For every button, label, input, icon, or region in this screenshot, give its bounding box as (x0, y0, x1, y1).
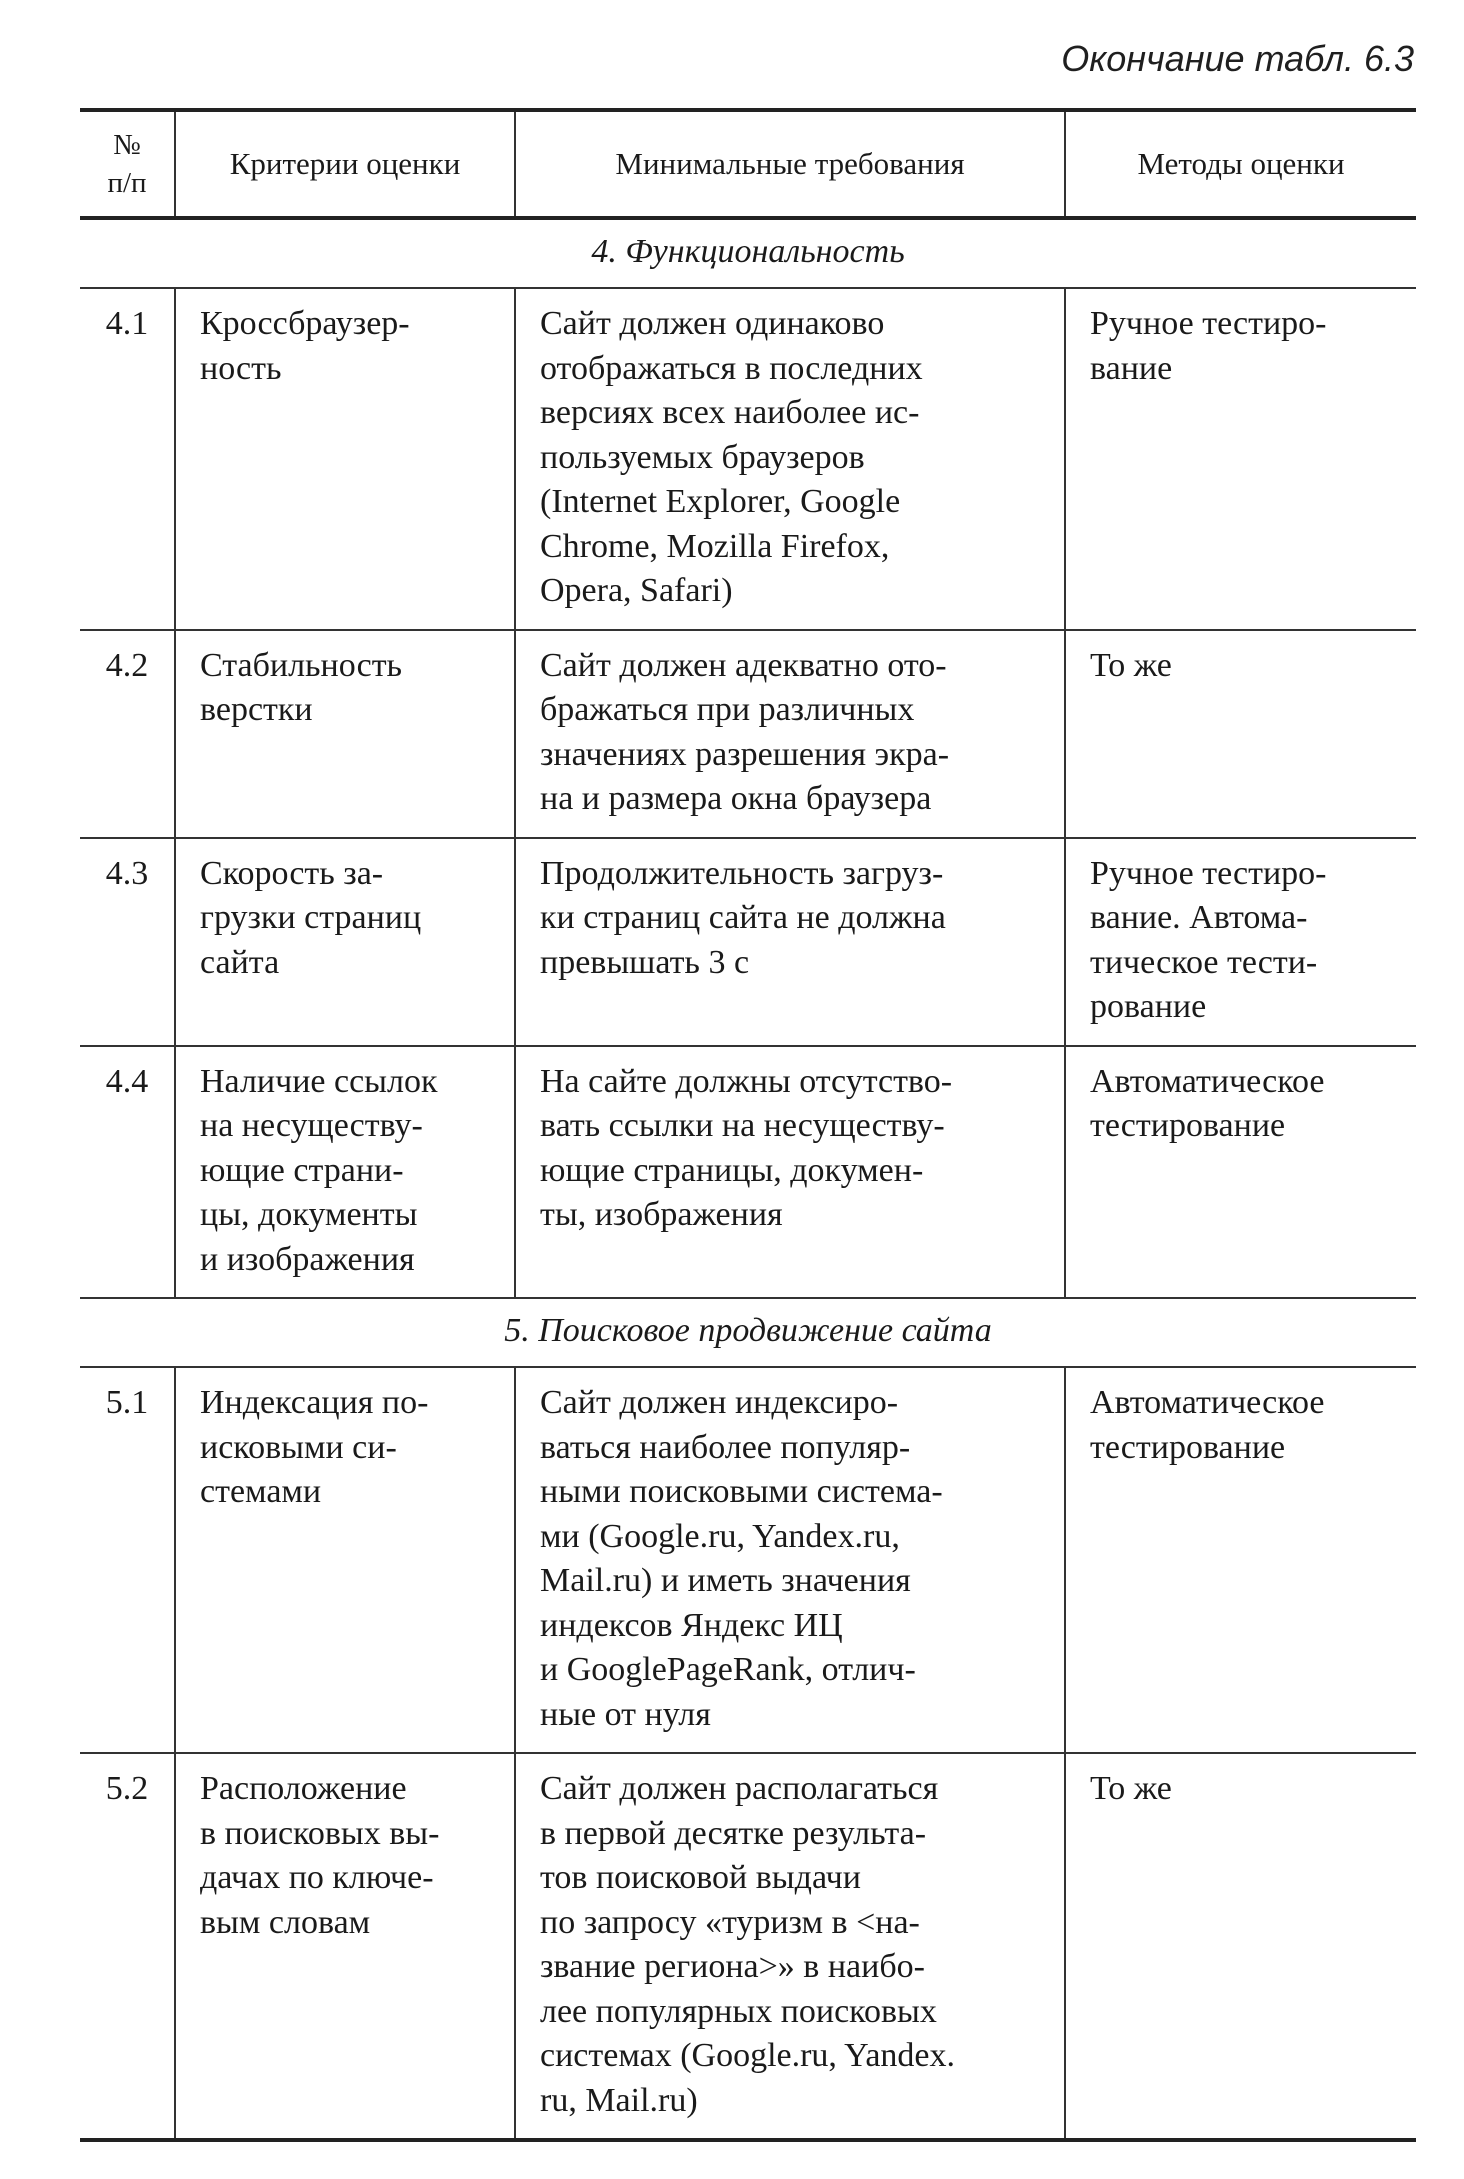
table-row (80, 838, 1416, 1046)
requirements-line: версиях всех наиболее ис- (540, 394, 920, 431)
header-requirements: Минимальные требования (515, 110, 1065, 218)
requirements-line: звание региона>» в наибо- (540, 1948, 925, 1985)
methods-cell (1065, 1367, 1416, 1753)
methods-line: Автоматическое (1090, 1384, 1325, 1421)
requirements-line: в первой десятке результа- (540, 1814, 927, 1852)
methods-line: То же (1090, 646, 1172, 684)
requirements-line: бражаться при различных (540, 691, 915, 728)
table-row (80, 1046, 1416, 1299)
header-number (80, 110, 175, 218)
table-row (80, 630, 1416, 838)
section-row (80, 1298, 1416, 1367)
header-criteria: Критерии оценки (175, 110, 515, 218)
header-number-line2: п/п (107, 167, 147, 199)
criteria-line: стемами (200, 1473, 322, 1510)
methods-line: Автоматическое (1090, 1062, 1325, 1100)
criteria-line: верстки (200, 691, 313, 728)
criteria-line: Кроссбраузер- (200, 305, 410, 342)
methods-line: тестирование (1090, 1107, 1286, 1144)
criteria-line: на несуществу- (200, 1107, 423, 1144)
methods-line: рование (1090, 988, 1207, 1025)
methods-line: Ручное тестиро- (1090, 305, 1327, 342)
criteria-line: цы, документы (200, 1196, 418, 1233)
section-title: 5. Поисковое продвижение сайта (80, 1298, 1416, 1367)
requirements-cell (515, 1046, 1065, 1299)
criteria-line: Наличие ссылок (200, 1062, 438, 1100)
table-body (80, 218, 1416, 2140)
table-row (80, 1753, 1416, 2140)
requirements-line: индексов Яндекс ИЦ (540, 1606, 843, 1644)
criteria-table (80, 108, 1416, 2142)
requirements-line: Продолжительность загруз- (540, 854, 944, 892)
table-row (80, 288, 1416, 630)
requirements-line: значениях разрешения экра- (540, 735, 950, 773)
requirements-line: ты, изображения (540, 1196, 783, 1233)
methods-line: То же (1090, 1770, 1172, 1807)
criteria-line: Расположение (200, 1770, 407, 1807)
requirements-line: Сайт должен одинаково (540, 305, 885, 342)
requirements-cell (515, 1753, 1065, 2140)
criteria-line: ющие страни- (200, 1151, 404, 1189)
requirements-line: системах (Google.ru, Yandex. (540, 2037, 956, 2074)
requirements-line: (Internet Explorer, Google (540, 483, 901, 520)
row-number: 5.2 (80, 1753, 175, 2140)
criteria-line: и изображения (200, 1240, 415, 1278)
criteria-line: в поисковых вы- (200, 1814, 440, 1852)
methods-cell (1065, 288, 1416, 630)
requirements-cell (515, 838, 1065, 1046)
criteria-line: вым словам (200, 1903, 371, 1941)
requirements-line: Сайт должен адекватно ото- (540, 646, 947, 684)
requirements-line: лее популярных поисковых (540, 1992, 937, 2030)
requirements-line: Сайт должен индексиро- (540, 1384, 899, 1421)
requirements-line: ными поисковыми система- (540, 1473, 943, 1510)
methods-cell (1065, 1753, 1416, 2140)
requirements-line: Сайт должен располагаться (540, 1770, 939, 1807)
criteria-line: Индексация по- (200, 1384, 429, 1421)
requirements-line: по запросу «туризм в <на- (540, 1903, 920, 1941)
requirements-line: ные от нуля (540, 1695, 711, 1733)
requirements-line: отображаться в последних (540, 349, 923, 387)
requirements-line: ющие страницы, докумен- (540, 1151, 924, 1189)
row-number: 4.4 (80, 1046, 175, 1299)
requirements-line: На сайте должны отсутство- (540, 1062, 953, 1100)
criteria-cell (175, 1046, 515, 1299)
requirements-line: Opera, Safari) (540, 572, 733, 609)
requirements-line: и GooglePageRank, отлич- (540, 1651, 916, 1688)
requirements-line: ки страниц сайта не должна (540, 899, 946, 936)
criteria-cell (175, 1753, 515, 2140)
requirements-cell (515, 1367, 1065, 1753)
criteria-line: ность (200, 349, 282, 387)
criteria-line: грузки страниц (200, 899, 422, 936)
requirements-line: превышать 3 с (540, 943, 750, 981)
requirements-line: ваться наиболее популяр- (540, 1428, 911, 1466)
requirements-cell (515, 630, 1065, 838)
row-number: 5.1 (80, 1367, 175, 1753)
criteria-line: сайта (200, 943, 280, 981)
row-number: 4.3 (80, 838, 175, 1046)
section-row (80, 218, 1416, 288)
row-number: 4.1 (80, 288, 175, 630)
header-number-line1: № (113, 129, 141, 161)
criteria-cell (175, 838, 515, 1046)
row-number: 4.2 (80, 630, 175, 838)
requirements-line: на и размера окна браузера (540, 780, 932, 817)
criteria-line: Скорость за- (200, 854, 384, 892)
methods-line: Ручное тестиро- (1090, 854, 1327, 892)
requirements-line: Mail.ru) и иметь значения (540, 1562, 911, 1599)
methods-cell (1065, 838, 1416, 1046)
methods-line: вание. Автома- (1090, 899, 1308, 936)
requirements-line: вать ссылки на несуществу- (540, 1107, 945, 1144)
header-methods: Методы оценки (1065, 110, 1416, 218)
methods-line: тестирование (1090, 1428, 1286, 1466)
requirements-line: Chrome, Mozilla Firefox, (540, 527, 890, 565)
requirements-line: тов поисковой выдачи (540, 1859, 861, 1896)
section-title: 4. Функциональность (80, 218, 1416, 288)
table-header-row (80, 110, 1416, 218)
criteria-line: исковыми си- (200, 1428, 397, 1466)
criteria-line: дачах по ключе- (200, 1859, 434, 1896)
requirements-cell (515, 288, 1065, 630)
methods-line: тическое тести- (1090, 943, 1318, 981)
methods-line: вание (1090, 349, 1173, 387)
requirements-line: ми (Google.ru, Yandex.ru, (540, 1517, 900, 1555)
criteria-cell (175, 1367, 515, 1753)
table-caption: Окончание табл. 6.3 (1061, 38, 1414, 79)
table-row (80, 1367, 1416, 1753)
requirements-line: ru, Mail.ru) (540, 2081, 698, 2119)
requirements-line: пользуемых браузеров (540, 438, 865, 476)
methods-cell (1065, 630, 1416, 838)
criteria-line: Стабильность (200, 646, 403, 684)
methods-cell (1065, 1046, 1416, 1299)
criteria-cell (175, 288, 515, 630)
criteria-cell (175, 630, 515, 838)
